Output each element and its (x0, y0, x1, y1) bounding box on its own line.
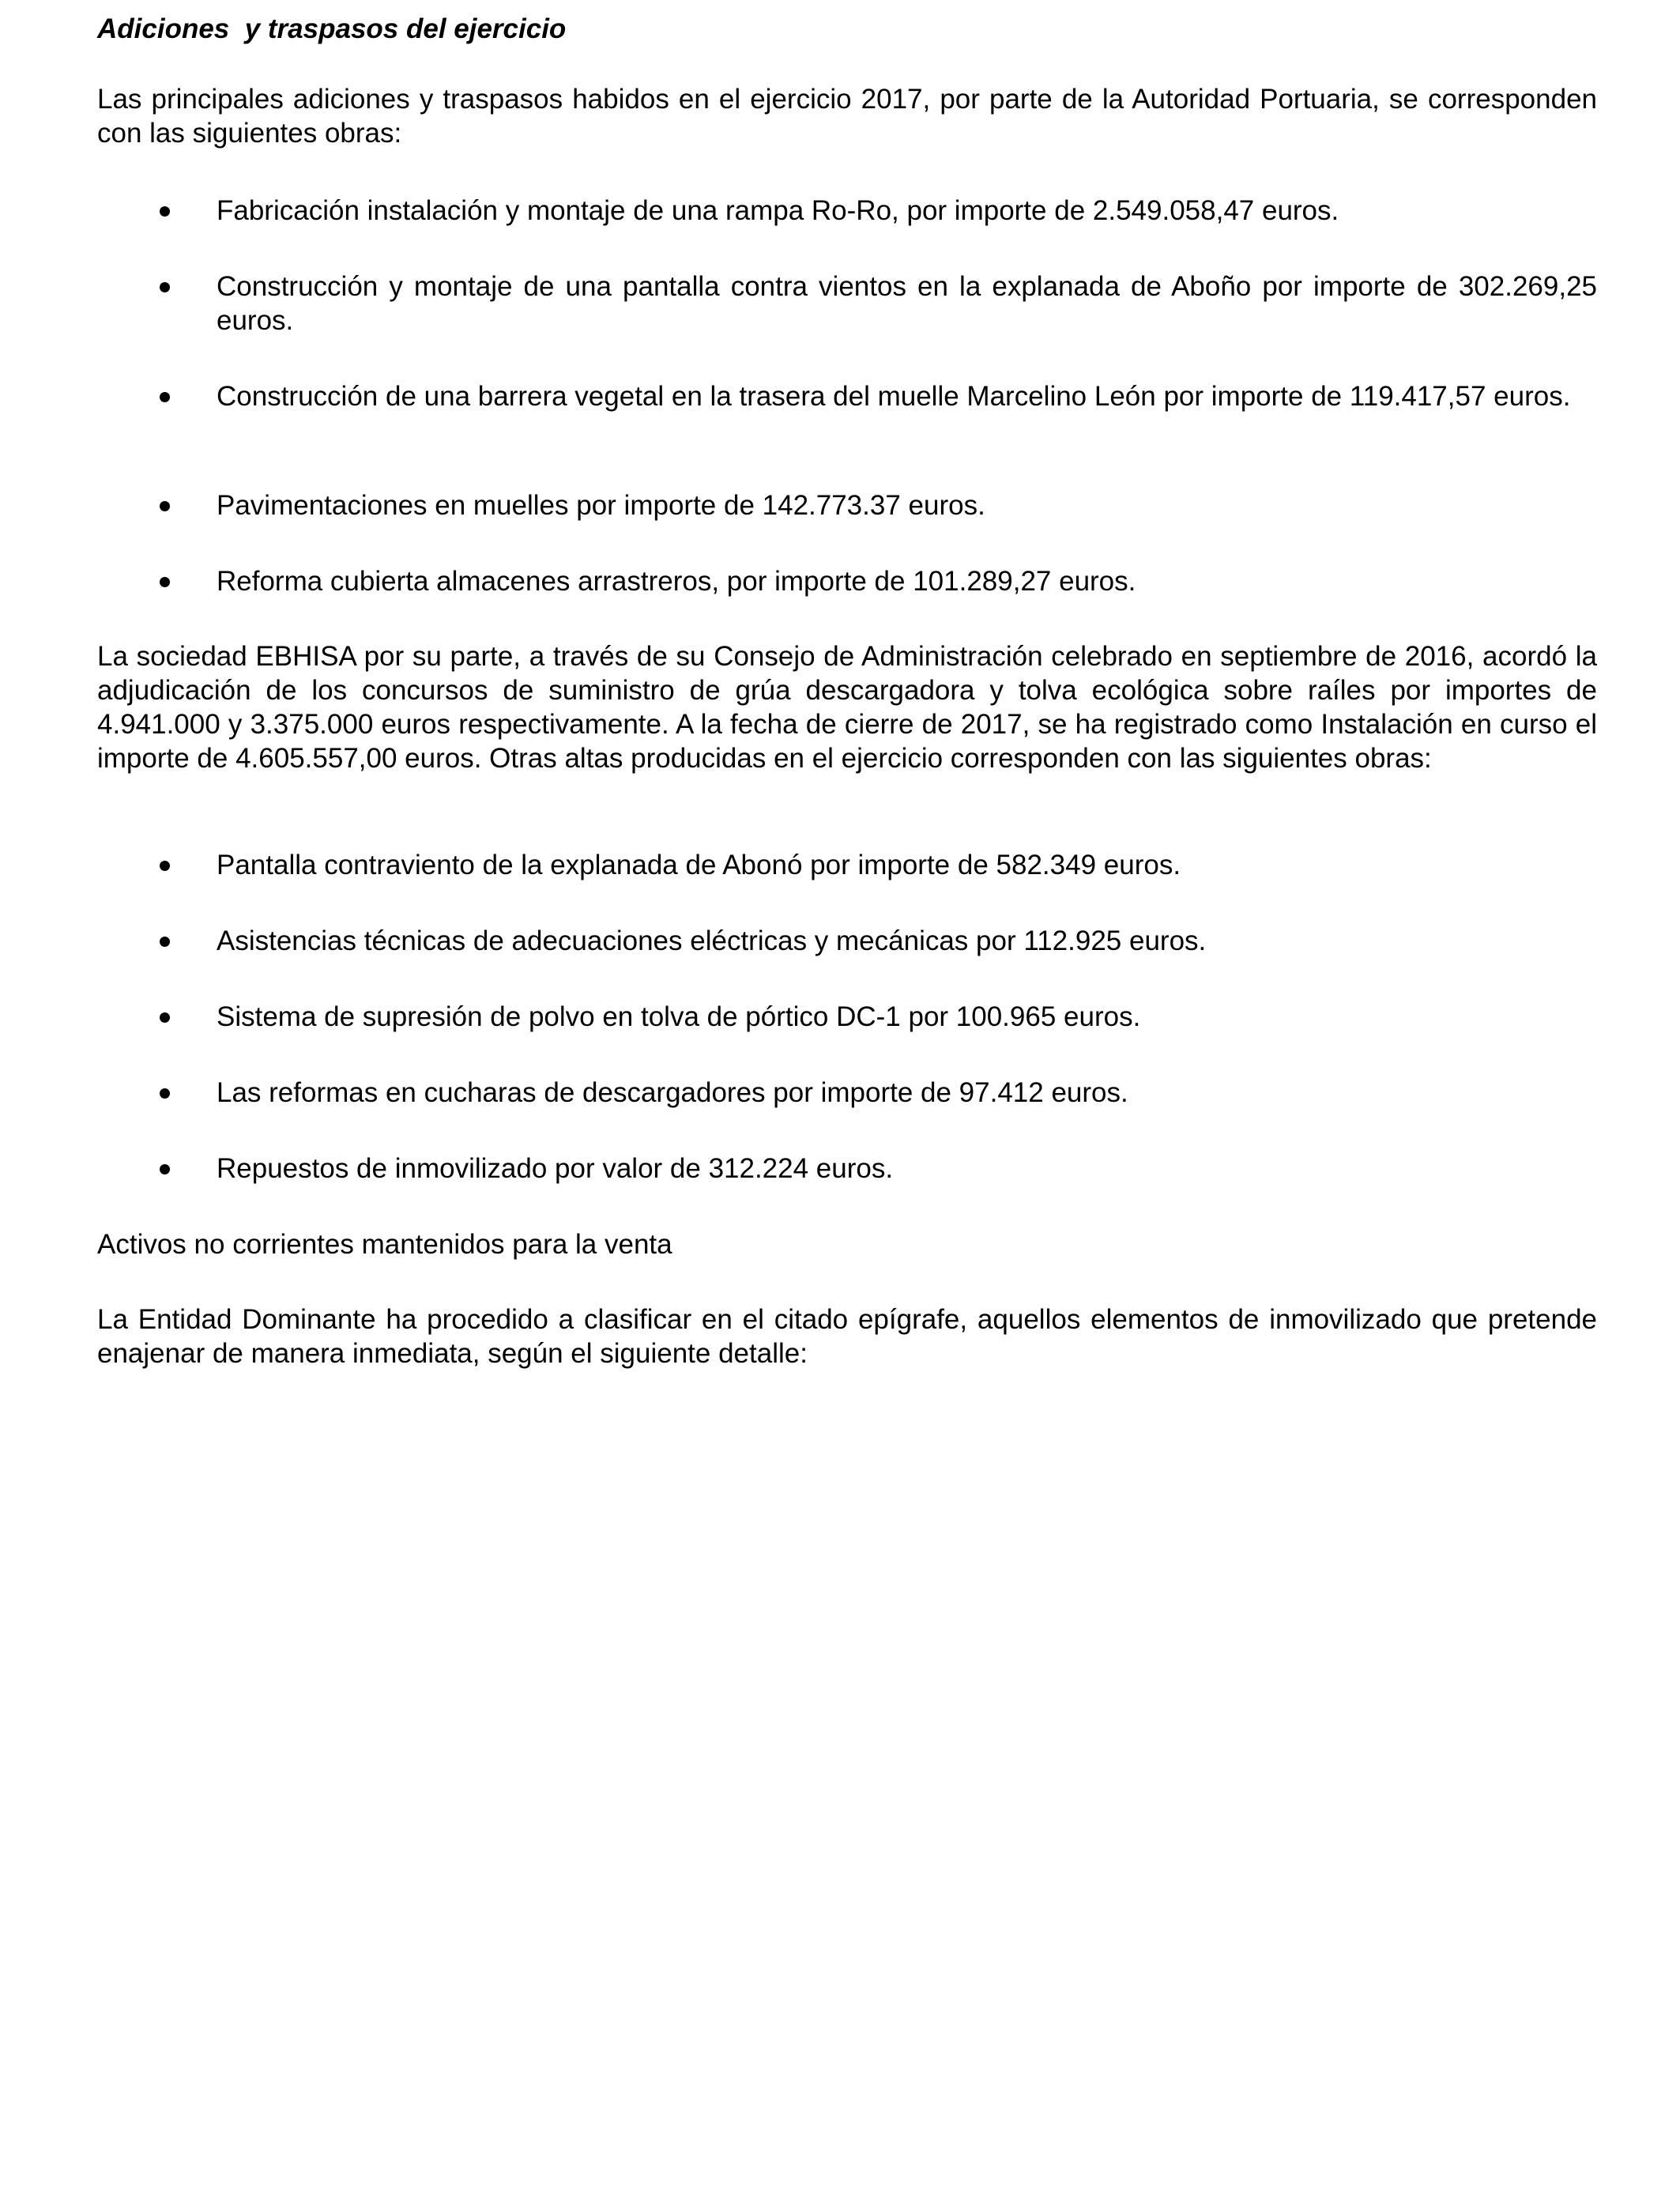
bullet-icon (160, 206, 170, 217)
list-item-text: Las reformas en cucharas de descargadores por importe de 97.412 euros. (217, 1077, 1128, 1108)
list-item-text: Pavimentaciones en muelles por importe de 142.773.37 euros. (217, 490, 985, 521)
list-item-text: Sistema de supresión de polvo en tolva de pórtico DC-1 por 100.965 euros. (217, 1001, 1141, 1032)
bullet-icon (160, 577, 170, 587)
list-item-text: Construcción y montaje de una pantalla contra vientos en la explanada de Aboño por importe de 302.269,25 euros. (217, 271, 1597, 336)
subheading: Activos no corrientes mantenidos para la venta (97, 1229, 672, 1260)
list-item-text: Asistencias técnicas de adecuaciones eléctricas y mecánicas por 112.925 euros. (217, 925, 1207, 956)
section-heading: Adiciones y traspasos del ejercicio (97, 13, 567, 44)
ebhisa-paragraph: La sociedad EBHISA por su parte, a través de su Consejo de Administración celebrado en septiembre de 2016, acordó la adjudicación de los concursos de suministro de grúa descargadora y tolva ecológica sobre raíles por importes de 4.941.000 y 3.375.000 euros respectivamente. A la fecha de cierre de 2017, se ha registrado como Instalación en curso el importe de 4.605.557,00 euros. Otras altas producidas en el ejercicio corresponden con las siguientes obras: (97, 641, 1597, 774)
list-item-text: Fabricación instalación y montaje de una rampa Ro-Ro, por importe de 2.549.058,47 euros. (217, 195, 1339, 226)
bullet-icon (160, 282, 170, 292)
bullet-icon (160, 392, 170, 402)
bullet-icon (160, 501, 170, 511)
list-item-text: Reforma cubierta almacenes arrastreros, por importe de 101.289,27 euros. (217, 566, 1136, 597)
closing-paragraph: La Entidad Dominante ha procedido a clasificar en el citado epígrafe, aquellos elementos de inmovilizado que pretende enajenar de manera inmediata, según el siguiente detalle: (97, 1304, 1597, 1369)
list-item-text: Pantalla contraviento de la explanada de Abonó por importe de 582.349 euros. (217, 850, 1181, 880)
list-item-text: Repuestos de inmovilizado por valor de 312.224 euros. (217, 1153, 894, 1184)
bullet-icon (160, 937, 170, 947)
bullet-icon (160, 1088, 170, 1099)
bullet-icon (160, 1164, 170, 1174)
list-item-text: Construcción de una barrera vegetal en la trasera del muelle Marcelino León por importe de 119.417,57 euros. (217, 381, 1571, 412)
intro-paragraph: Las principales adiciones y traspasos habidos en el ejercicio 2017, por parte de la Autoridad Portuaria, se corresponden con las siguientes obras: (97, 84, 1597, 149)
bullet-icon (160, 1012, 170, 1023)
bullet-icon (160, 861, 170, 871)
